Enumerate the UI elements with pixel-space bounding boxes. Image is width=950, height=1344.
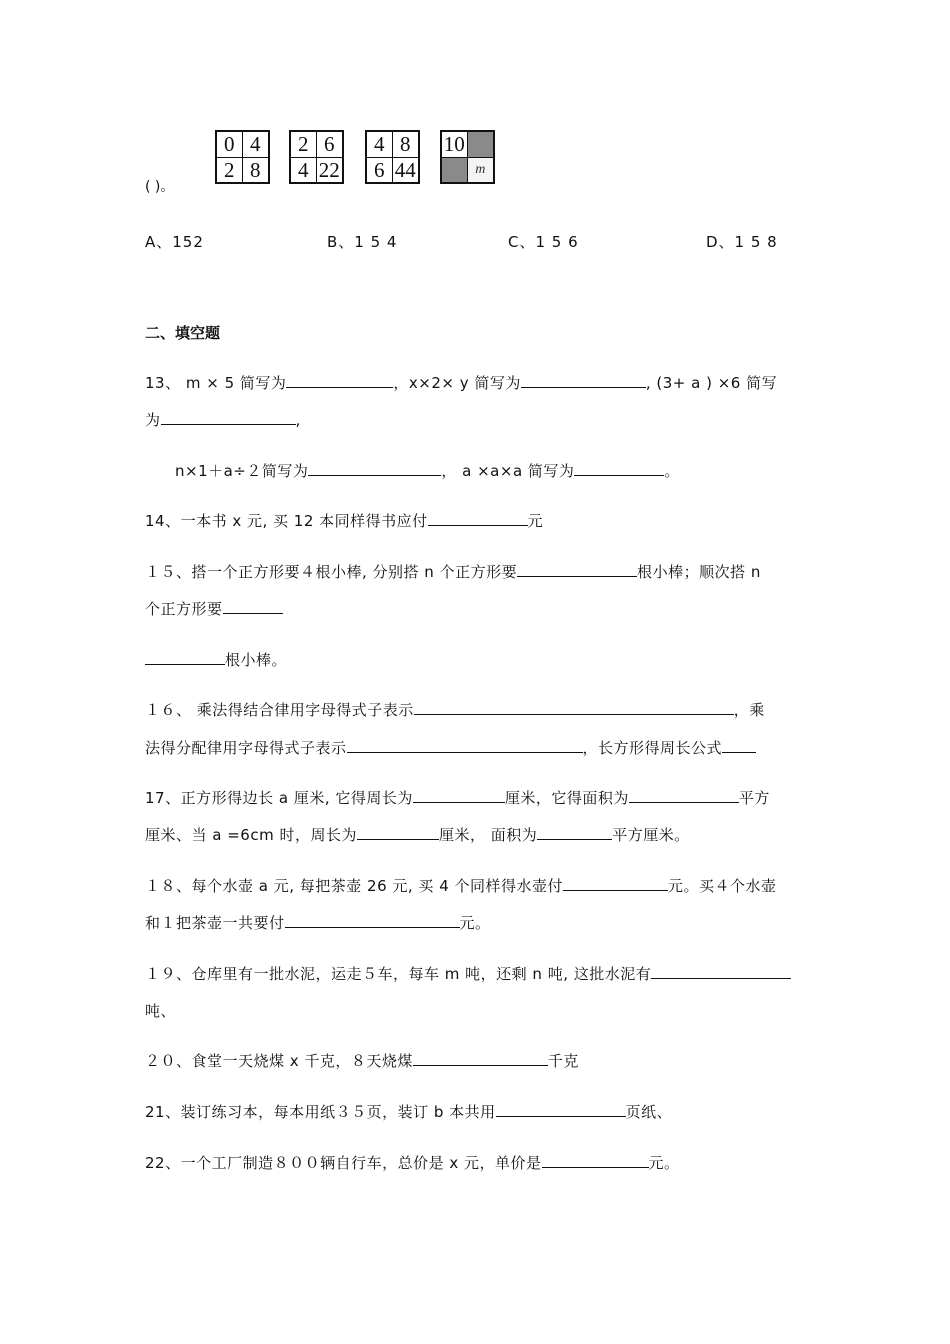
q13-line-2	[145, 409, 301, 430]
q20-line	[145, 1050, 579, 1071]
q16-text-c: 法得分配律用字母得式子表示	[145, 739, 347, 757]
q20-blank[interactable]	[413, 1051, 548, 1066]
q13-blank-1[interactable]	[286, 373, 393, 388]
section-title: 二、填空题	[145, 324, 221, 342]
q22-text-a: 22、一个工厂制造８００辆自行车，总价是 x 元，单价是	[145, 1154, 542, 1172]
q17-blank-2[interactable]	[629, 788, 739, 803]
q19-text-a: １９、仓库里有一批水泥，运走５车，每车 m 吨，还剩 n 吨, 这批水泥有	[145, 965, 652, 983]
q13-text-d: 为	[145, 411, 161, 429]
q17-blank-3[interactable]	[357, 825, 439, 840]
q21-blank[interactable]	[496, 1102, 626, 1117]
grid-cell: 6	[367, 158, 393, 183]
q17-blank-1[interactable]	[413, 788, 505, 803]
q13-blank-3[interactable]	[161, 410, 296, 425]
q18-blank-1[interactable]	[563, 876, 668, 891]
q16-blank-2[interactable]	[347, 738, 583, 753]
q17-text-c: 平方	[738, 789, 770, 807]
q16-text-d: ，长方形得周长公式	[582, 739, 723, 757]
choice-d: D、1 5 8	[706, 233, 778, 251]
q16-line-1	[145, 699, 765, 720]
answer-paren	[145, 176, 174, 196]
q19-line-2	[145, 1000, 176, 1021]
q18-text-b: 元。买４个水壶	[668, 877, 777, 895]
q19-text-b: 吨、	[145, 1002, 177, 1020]
q17-blank-4[interactable]	[537, 825, 612, 840]
q17-text-e: 厘米， 面积为	[438, 826, 538, 844]
number-grid-1	[215, 130, 270, 184]
q15-text-c: 个正方形要	[145, 600, 223, 618]
q15-line-2	[145, 598, 283, 619]
q17-text-b: 厘米，它得面积为	[504, 789, 629, 807]
grid-cell: 8	[393, 132, 419, 158]
grid-cell: 10	[442, 132, 468, 158]
answer-paren-text: ( )	[145, 179, 161, 195]
q17-line-2	[145, 824, 690, 845]
q17-text-a: 17、正方形得边长 a 厘米, 它得周长为	[145, 789, 413, 807]
q15-text-d: 根小棒。	[225, 651, 288, 669]
q13-text-b: ，x×2× y 简写为	[393, 374, 521, 392]
q22-text-b: 元。	[648, 1154, 680, 1172]
q19-line-1	[145, 963, 791, 984]
q21-text-b: 页纸、	[625, 1103, 673, 1121]
q14-blank[interactable]	[428, 511, 528, 526]
grid-cell: 6	[317, 132, 343, 158]
q16-text-a: １６、 乘法得结合律用字母得式子表示	[145, 701, 414, 719]
q15-blank-1[interactable]	[517, 562, 637, 577]
q16-blank-3[interactable]	[722, 738, 756, 753]
q14-text-b: 元	[527, 512, 544, 530]
grid-cell-shaded	[442, 158, 468, 182]
grid-cell: 22	[318, 158, 340, 182]
number-grid-3	[365, 130, 420, 184]
paren-suffix: 。	[160, 179, 175, 195]
q16-text-b: ，乘	[733, 701, 765, 719]
grid-cell: 2	[291, 132, 317, 158]
q18-line-2	[145, 912, 491, 933]
q15-blank-3[interactable]	[145, 650, 225, 665]
q13-text-e: ,	[295, 411, 301, 429]
q18-text-c: 和１把茶壶一共要付	[145, 914, 285, 932]
q13-text-a: 13、 m × 5 简写为	[145, 374, 287, 392]
q15-text-b: 根小棒；顺次搭 n	[637, 563, 761, 581]
q17-text-f: 平方厘米。	[612, 826, 690, 844]
choice-c: C、1 5 6	[508, 233, 579, 251]
q13-text-f: n×1＋a÷２简写为	[175, 462, 309, 480]
q19-blank[interactable]	[651, 964, 791, 979]
grid-cell: 8	[250, 158, 261, 182]
grid-cell: 4	[243, 132, 269, 158]
q13-text-h: 。	[664, 462, 680, 480]
q13-text-g: ， a ×a×a 简写为	[441, 462, 575, 480]
q22-line	[145, 1152, 680, 1173]
grid-cell-variable: m	[468, 158, 494, 182]
q18-blank-2[interactable]	[285, 913, 460, 928]
grid-cell-shaded	[468, 132, 494, 158]
q16-line-2	[145, 737, 756, 758]
q15-text-a: １５、搭一个正方形要４根小棒, 分别搭 n 个正方形要	[145, 563, 518, 581]
q13-text-c: , (3+ a ) ×6 简写	[645, 374, 778, 392]
number-grid-4	[440, 130, 495, 184]
q20-text-b: 千克	[547, 1052, 579, 1070]
q21-text-a: 21、装订练习本，每本用纸３５页，装订 b 本共用	[145, 1103, 496, 1121]
q18-line-1	[145, 875, 777, 896]
grid-cell: 4	[367, 132, 393, 158]
choice-a: A、152	[145, 233, 204, 251]
q22-blank[interactable]	[542, 1153, 649, 1168]
grid-cell: 2	[217, 158, 243, 183]
q14-line	[145, 510, 543, 531]
q17-line-1	[145, 787, 770, 808]
q15-blank-2[interactable]	[223, 599, 283, 614]
q15-line-3	[145, 649, 287, 670]
q13-blank-4[interactable]	[308, 461, 441, 476]
q18-text-a: １８、每个水壶 a 元, 每把茶壶 26 元, 买 4 个同样得水壶付	[145, 877, 564, 895]
q13-line-3	[175, 460, 680, 481]
q17-text-d: 厘米、当 a =6cm 时，周长为	[145, 826, 357, 844]
q20-text-a: ２０、食堂一天烧煤 x 千克，８天烧煤	[145, 1052, 413, 1070]
q13-line-1	[145, 372, 777, 393]
q15-line-1	[145, 561, 761, 582]
q18-text-d: 元。	[459, 914, 491, 932]
choice-b: B、1 5 4	[327, 233, 398, 251]
q13-blank-5[interactable]	[574, 461, 664, 476]
q14-text-a: 14、一本书 x 元, 买 12 本同样得书应付	[145, 512, 428, 530]
grid-cell: 44	[394, 158, 416, 182]
q16-blank-1[interactable]	[414, 700, 734, 715]
grid-cell: 0	[217, 132, 243, 158]
number-grid-2	[289, 130, 344, 184]
q13-blank-2[interactable]	[521, 373, 646, 388]
grid-cell: 4	[291, 158, 317, 183]
q21-line	[145, 1101, 672, 1122]
